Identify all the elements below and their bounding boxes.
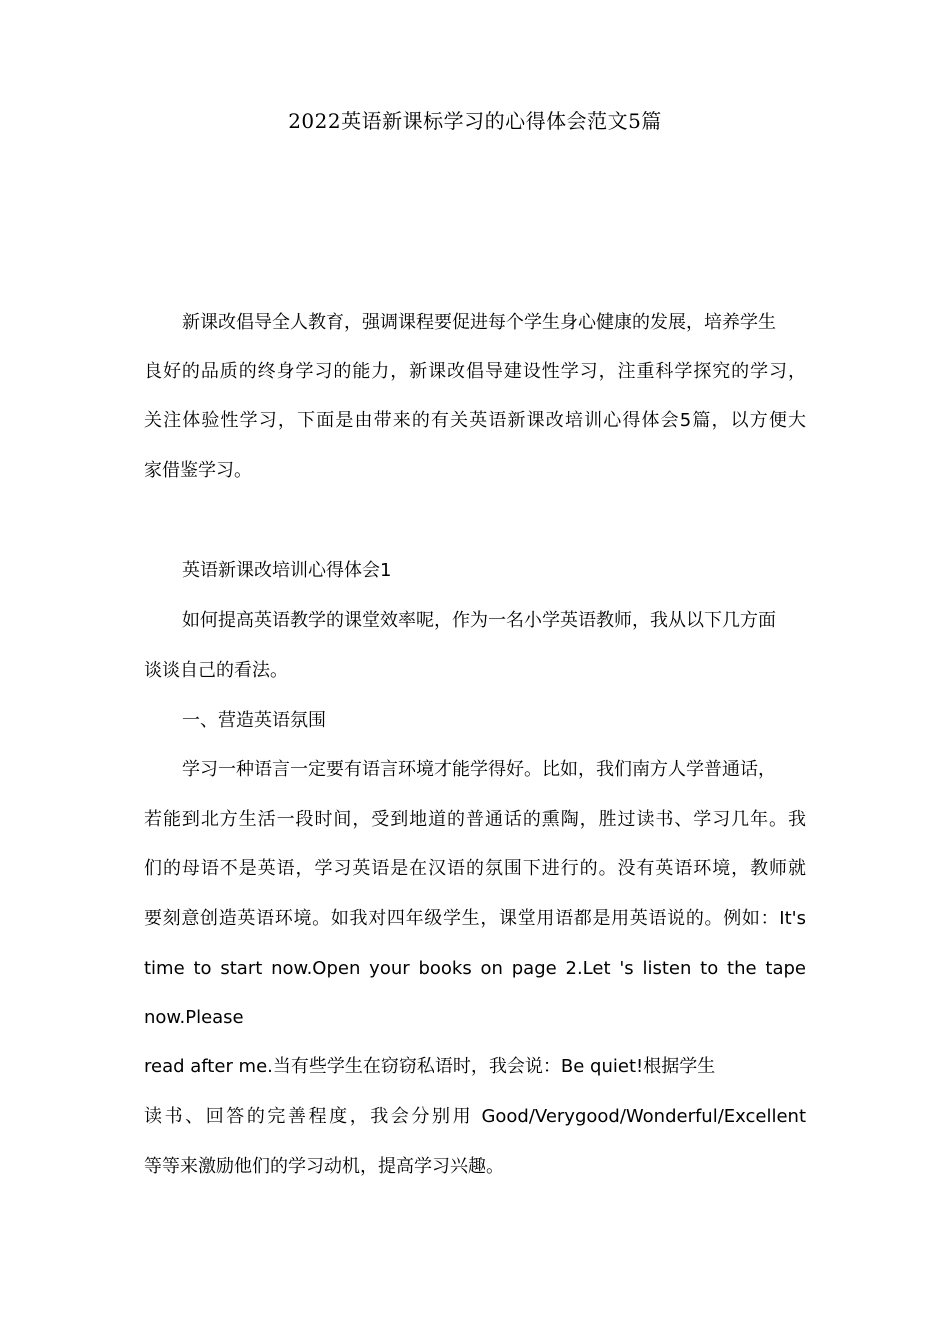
paragraph-line: read after me.当有些学生在窃窃私语时，我会说：Be quiet!根据学生	[144, 1056, 716, 1077]
paragraph-line: 新课改倡导全人教育，强调课程要促进每个学生身心健康的发展，培养学生	[182, 312, 776, 333]
paragraph-line: time to start now.Open your books on page 2.Let 's listen to the tape	[144, 958, 806, 979]
paragraph-line: 读书、回答的完善程度，我会分别用 Good/Verygood/Wonderful/Excellent	[144, 1106, 806, 1127]
subsection-heading: 一、营造英语氛围	[182, 710, 326, 731]
paragraph-line: 关注体验性学习，下面是由带来的有关英语新课改培训心得体会5篇，以方便大	[144, 410, 806, 431]
paragraph-line: 若能到北方生活一段时间，受到地道的普通话的熏陶，胜过读书、学习几年。我	[144, 809, 806, 830]
paragraph-line: 如何提高英语教学的课堂效率呢，作为一名小学英语教师，我从以下几方面	[182, 610, 776, 631]
paragraph-line: now.Please	[144, 1007, 244, 1028]
paragraph-line: 等等来激励他们的学习动机，提高学习兴趣。	[144, 1156, 504, 1177]
paragraph-line: 良好的品质的终身学习的能力，新课改倡导建设性学习，注重科学探究的学习，	[144, 361, 806, 382]
paragraph-line: 谈谈自己的看法。	[144, 660, 288, 681]
document-title: 2022英语新课标学习的心得体会范文5篇	[288, 109, 662, 133]
paragraph-line: 家借鉴学习。	[144, 460, 252, 481]
section-heading: 英语新课改培训心得体会1	[182, 560, 392, 581]
paragraph-line: 们的母语不是英语，学习英语是在汉语的氛围下进行的。没有英语环境，教师就	[144, 858, 806, 879]
paragraph-line: 要刻意创造英语环境。如我对四年级学生，课堂用语都是用英语说的。例如：It's	[144, 908, 806, 929]
paragraph-line: 学习一种语言一定要有语言环境才能学得好。比如，我们南方人学普通话，	[182, 759, 776, 780]
